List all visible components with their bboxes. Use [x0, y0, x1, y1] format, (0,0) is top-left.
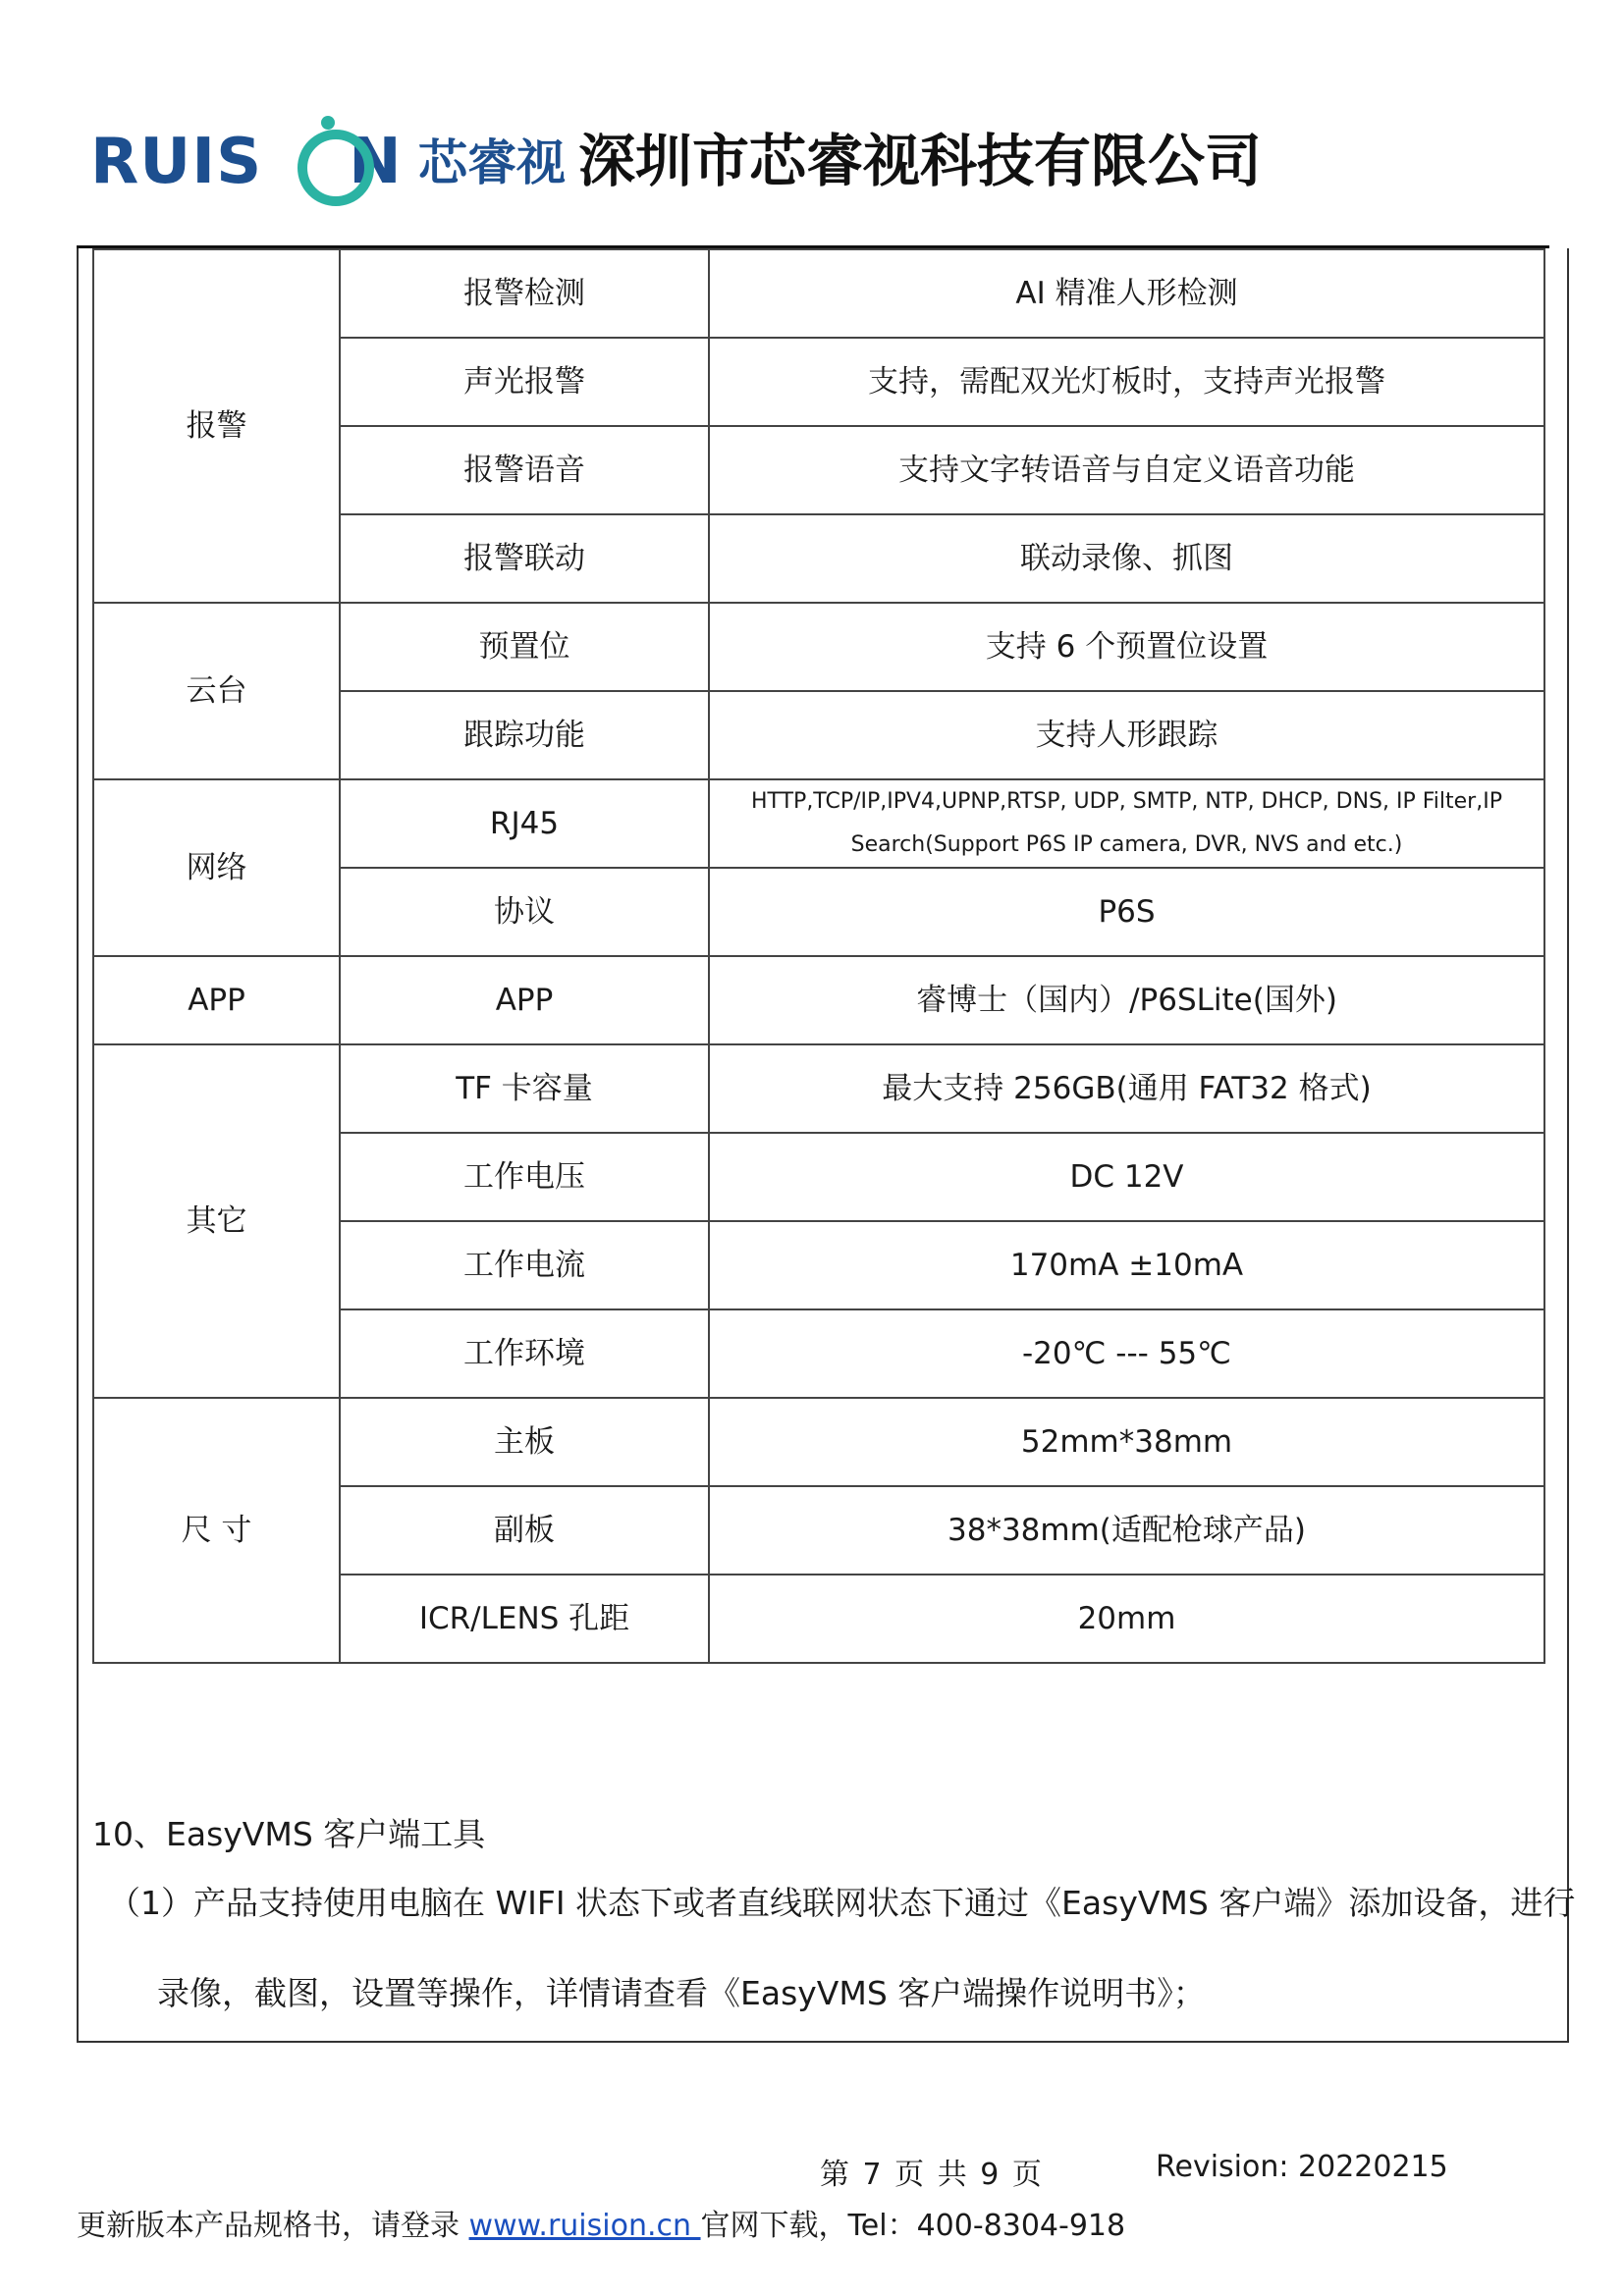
value-cell: AI 精准人形检测 — [709, 249, 1544, 338]
paragraph-line-2: 录像，截图，设置等操作，详情请查看《EasyVMS 客户端操作说明书》； — [157, 1974, 1206, 2012]
website-link[interactable]: www.ruision.cn — [468, 2209, 701, 2243]
value-cell: -20℃ --- 55℃ — [709, 1309, 1544, 1398]
item-cell: 工作电流 — [340, 1221, 709, 1309]
table-row — [93, 603, 1544, 691]
item-cell: 工作电压 — [340, 1133, 709, 1221]
footer-prefix: 更新版本产品规格书，请登录 — [77, 2209, 469, 2243]
value-cell: 支持文字转语音与自定义语音功能 — [709, 426, 1544, 514]
value-cell: P6S — [709, 868, 1544, 956]
logo-text: RUIS N — [90, 126, 403, 198]
item-cell: 协议 — [340, 868, 709, 956]
page-header — [90, 103, 1563, 231]
item-cell: 工作环境 — [340, 1309, 709, 1398]
value-cell: HTTP,TCP/IP,IPV4,UPNP,RTSP, UDP, SMTP, NTP, DHCP, DNS, IP Filter,IP Search(Support P6S IP camera, DVR, NVS and etc.) — [709, 779, 1544, 868]
value-cell: 170mA ±10mA — [709, 1221, 1544, 1309]
value-cell: 52mm*38mm — [709, 1398, 1544, 1486]
item-cell: 声光报警 — [340, 338, 709, 426]
value-cell: 最大支持 256GB(通用 FAT32 格式) — [709, 1044, 1544, 1133]
item-cell: TF 卡容量 — [340, 1044, 709, 1133]
revision: Revision: 20220215 — [1156, 2150, 1448, 2184]
item-cell: 跟踪功能 — [340, 691, 709, 779]
table-row — [93, 249, 1544, 338]
footer-note — [77, 2201, 1125, 2244]
value-cell: 支持人形跟踪 — [709, 691, 1544, 779]
item-cell: 副板 — [340, 1486, 709, 1575]
item-cell: APP — [340, 956, 709, 1044]
item-cell: 预置位 — [340, 603, 709, 691]
logo-cn: 芯睿视 — [418, 134, 566, 191]
spec-table — [92, 248, 1545, 1664]
category-cell: 网络 — [93, 779, 340, 956]
category-cell: APP — [93, 956, 340, 1044]
value-cell: 20mm — [709, 1575, 1544, 1663]
item-cell: ICR/LENS 孔距 — [340, 1575, 709, 1663]
category-cell: 尺 寸 — [93, 1398, 340, 1663]
page-number: 第 7 页 共 9 页 — [820, 2158, 1044, 2192]
section-title: 10、EasyVMS 客户端工具 — [92, 1815, 486, 1853]
item-cell: 报警检测 — [340, 249, 709, 338]
value-cell: 联动录像、抓图 — [709, 514, 1544, 603]
company-name: 深圳市芯睿视科技有限公司 — [578, 128, 1263, 194]
category-cell: 报警 — [93, 249, 340, 603]
value-cell: DC 12V — [709, 1133, 1544, 1221]
item-cell: RJ45 — [340, 779, 709, 868]
table-row — [93, 779, 1544, 868]
footer-suffix: 官网下载，Tel：400-8304-918 — [700, 2209, 1126, 2243]
value-cell: 睿博士（国内）/P6SLite(国外) — [709, 956, 1544, 1044]
category-cell: 其它 — [93, 1044, 340, 1398]
item-cell: 报警语音 — [340, 426, 709, 514]
paragraph-line-1: （1）产品支持使用电脑在 WIFI 状态下或者直线联网状态下通过《EasyVMS 客户端》添加设备，进行 — [108, 1884, 1576, 1922]
item-cell: 主板 — [340, 1398, 709, 1486]
value-cell: 38*38mm(适配枪球产品) — [709, 1486, 1544, 1575]
category-cell: 云台 — [93, 603, 340, 779]
value-cell: 支持，需配双光灯板时，支持声光报警 — [709, 338, 1544, 426]
logo-ring-icon — [287, 113, 385, 211]
value-cell: 支持 6 个预置位设置 — [709, 603, 1544, 691]
table-row — [93, 956, 1544, 1044]
table-row — [93, 1398, 1544, 1486]
item-cell: 报警联动 — [340, 514, 709, 603]
table-row — [93, 1044, 1544, 1133]
